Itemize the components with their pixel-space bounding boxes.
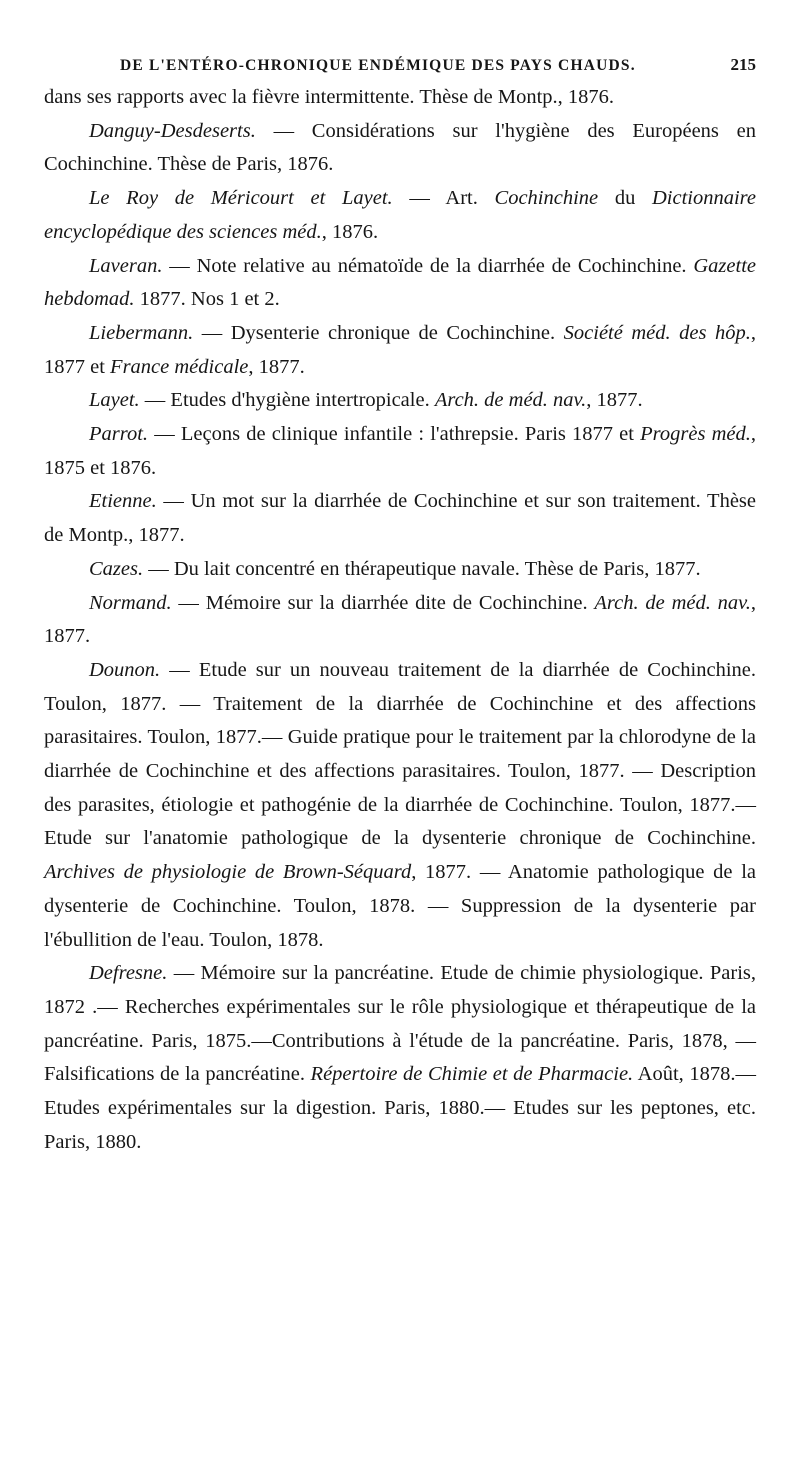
- entry-italic-title: Arch. de méd. nav.: [594, 591, 751, 614]
- entry-text: du: [598, 187, 652, 210]
- entry-text: Août, 1878.— Etudes expérimentales sur la digestion. Paris, 1880.— Etudes sur les peptones, etc. Paris, 1880.: [44, 1063, 756, 1153]
- bibliography-list: [44, 81, 756, 1160]
- entry-author: Layet.: [89, 389, 140, 412]
- bibliography-entry: [44, 654, 756, 957]
- entry-text: — Art.: [392, 187, 495, 210]
- entry-italic-title: Dictionnaire encyclopédique des sciences méd.: [44, 187, 756, 243]
- entry-text: , 1877. — Anatomie pathologique de la dysenterie de Cochinchine. Toulon, 1878. — Suppression de la dysenterie par l'ébullition de l'eau. Toulon, 1878.: [44, 861, 756, 951]
- bibliography-entry: [44, 250, 756, 317]
- entry-text: — Un mot sur la diarrhée de Cochinchine et sur son traitement. Thèse de Montp., 1877.: [44, 490, 756, 547]
- entry-text: — Note relative au nématoïde de la diarrhée de Cochinchine.: [162, 254, 694, 277]
- entry-author: Parrot.: [89, 423, 149, 446]
- entry-author: Le Roy de Méricourt et Layet.: [89, 187, 393, 210]
- entry-text: — Etude sur un nouveau traitement de la diarrhée de Cochinchine. Toulon, 1877. — Traitement de la diarrhée de Cochinchine et des affections parasitaires. Toulon, 1877.— Guide pratique pour le traitement par la chlorodyne de la diarrhée de Cochinchine et des affections parasitaires. Toulon, 1877. — Description des parasites, étiologie et pathogénie de la diarrhée de Cochinchine. Toulon, 1877.— Etude sur l'anatomie pathologique de la dysenterie chronique de Cochinchine.: [44, 658, 756, 850]
- entry-author: Dounon.: [89, 658, 161, 681]
- entry-text: , 1877.: [586, 389, 643, 412]
- entry-author: Etienne.: [89, 490, 157, 513]
- entry-text: — Leçons de clinique infantile : l'athrepsie. Paris 1877 et: [148, 423, 641, 446]
- entry-italic-title: Gazette hebdomad.: [44, 254, 756, 311]
- entry-italic-title: Progrès méd.: [640, 423, 751, 446]
- entry-italic-title: France médicale: [110, 355, 249, 378]
- running-head: [44, 55, 756, 75]
- entry-text: , 1877.: [248, 355, 305, 378]
- bibliography-entry: [44, 587, 756, 654]
- entry-author: Cazes.: [89, 557, 144, 580]
- bibliography-entry: [44, 384, 756, 418]
- entry-text: , 1875 et 1876.: [44, 423, 756, 479]
- bibliography-entry: [44, 553, 756, 587]
- entry-text: , 1877.: [44, 591, 756, 648]
- entry-text: — Dysenterie chronique de Cochinchine.: [193, 321, 564, 344]
- entry-text: , 1877 et: [44, 321, 756, 378]
- entry-italic-title: Société méd. des hôp.: [563, 321, 751, 344]
- entry-author: Danguy-Desdeserts.: [89, 119, 256, 142]
- entry-author: Normand.: [89, 591, 172, 614]
- bibliography-entry: [44, 81, 756, 115]
- entry-text: 1877. Nos 1 et 2.: [134, 288, 280, 311]
- entry-author: Liebermann.: [89, 321, 194, 344]
- bibliography-entry: [44, 485, 756, 552]
- entry-italic-title: Arch. de méd. nav.: [434, 389, 587, 412]
- running-title: DE L'ENTÉRO-CHRONIQUE ENDÉMIQUE DES PAYS CHAUDS.: [120, 57, 636, 74]
- bibliography-entry: [44, 115, 756, 182]
- entry-text: — Considérations sur l'hygiène des Européens en Cochinchine. Thèse de Paris, 1876.: [44, 119, 756, 176]
- entry-text: — Etudes d'hygiène intertropicale.: [139, 389, 435, 412]
- entry-text: , 1876.: [321, 220, 379, 243]
- entry-italic-title: Archives de physiologie de Brown-Séquard: [44, 861, 412, 884]
- entry-text: — Du lait concentré en thérapeutique navale. Thèse de Paris, 1877.: [143, 557, 701, 580]
- entry-italic-title: Cochinchine: [494, 187, 599, 210]
- bibliography-entry: [44, 317, 756, 384]
- entry-text: — Mémoire sur la diarrhée dite de Cochinchine.: [171, 591, 595, 614]
- entry-text: dans ses rapports avec la fièvre intermittente. Thèse de Montp., 1876.: [44, 86, 615, 108]
- entry-author: Defresne.: [89, 962, 168, 985]
- entry-author: Laveran.: [89, 254, 163, 277]
- entry-text: — Mémoire sur la pancréatine. Etude de chimie physiologique. Paris, 1872 .— Recherches expérimentales sur le rôle physiologique et thérapeutique de la pancréatine. Paris, 1875.—Contributions à l'étude de la pancréatine. Paris, 1878, — Falsifications de la pancréatine.: [44, 962, 756, 1086]
- entry-italic-title: Répertoire de Chimie et de Pharmacie.: [310, 1063, 634, 1086]
- page-number: 215: [730, 55, 756, 74]
- bibliography-entry: [44, 182, 756, 249]
- bibliography-entry: [44, 418, 756, 485]
- bibliography-entry: [44, 957, 756, 1159]
